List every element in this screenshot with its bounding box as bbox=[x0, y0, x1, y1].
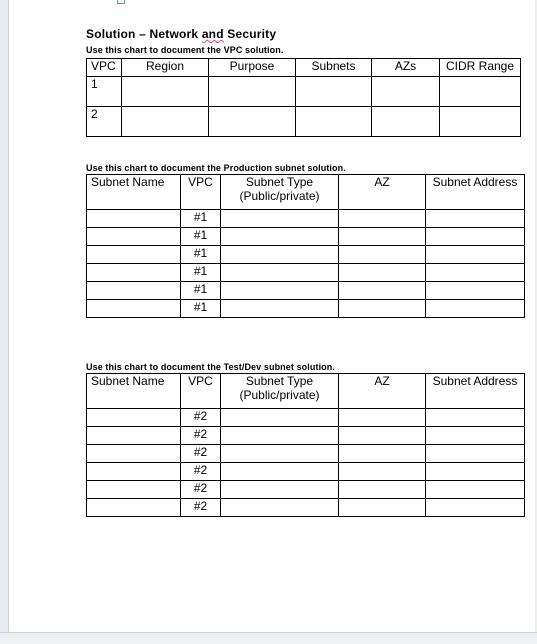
vpc-header-cell: CIDR Range bbox=[440, 59, 521, 77]
vpc-row bbox=[87, 77, 521, 107]
testdev-cell[interactable] bbox=[87, 409, 181, 427]
testdev-cell[interactable] bbox=[339, 409, 426, 427]
testdev-row bbox=[87, 427, 525, 445]
production-subnet-table bbox=[86, 174, 525, 318]
testdev-cell[interactable] bbox=[221, 499, 339, 517]
production-header-cell: Subnet Address bbox=[426, 175, 525, 210]
vpc-cell[interactable] bbox=[440, 107, 521, 137]
testdev-cell[interactable] bbox=[426, 481, 525, 499]
production-cell[interactable] bbox=[426, 300, 525, 318]
vpc-cell[interactable]: 2 bbox=[87, 107, 122, 137]
testdev-cell[interactable] bbox=[426, 427, 525, 445]
testdev-cell[interactable] bbox=[339, 499, 426, 517]
testdev-cell[interactable]: #2 bbox=[181, 463, 221, 481]
production-cell[interactable] bbox=[87, 282, 181, 300]
production-cell[interactable] bbox=[339, 300, 426, 318]
testdev-cell[interactable] bbox=[221, 481, 339, 499]
vpc-cell[interactable] bbox=[440, 77, 521, 107]
production-cell[interactable]: #1 bbox=[181, 210, 221, 228]
production-table-caption: Use this chart to document the Production subnet solution. bbox=[86, 163, 346, 173]
testdev-cell[interactable] bbox=[221, 409, 339, 427]
production-cell[interactable]: #1 bbox=[181, 300, 221, 318]
production-cell[interactable] bbox=[87, 210, 181, 228]
production-header-cell: Subnet Name bbox=[87, 175, 181, 210]
production-cell[interactable] bbox=[426, 282, 525, 300]
testdev-cell[interactable] bbox=[221, 445, 339, 463]
document-left-margin bbox=[0, 0, 9, 632]
production-cell[interactable]: #1 bbox=[181, 246, 221, 264]
testdev-row bbox=[87, 499, 525, 517]
production-cell[interactable] bbox=[339, 282, 426, 300]
window-bottom-bar bbox=[0, 632, 537, 644]
testdev-cell[interactable] bbox=[426, 409, 525, 427]
production-cell[interactable] bbox=[426, 264, 525, 282]
testdev-cell[interactable]: #2 bbox=[181, 445, 221, 463]
production-cell[interactable] bbox=[339, 246, 426, 264]
testdev-header-cell: VPC bbox=[181, 374, 221, 409]
vpc-header-cell: AZs bbox=[372, 59, 440, 77]
heading-text-start: Solution – Network bbox=[86, 27, 202, 41]
testdev-row bbox=[87, 463, 525, 481]
production-row bbox=[87, 282, 525, 300]
production-cell[interactable] bbox=[221, 210, 339, 228]
testdev-cell[interactable] bbox=[339, 481, 426, 499]
production-cell[interactable]: #1 bbox=[181, 228, 221, 246]
production-row bbox=[87, 228, 525, 246]
production-cell[interactable] bbox=[87, 300, 181, 318]
testdev-header-cell: Subnet Name bbox=[87, 374, 181, 409]
vpc-cell[interactable] bbox=[122, 77, 209, 107]
vpc-header-cell: Region bbox=[122, 59, 209, 77]
production-cell[interactable] bbox=[339, 228, 426, 246]
testdev-cell[interactable]: #2 bbox=[181, 499, 221, 517]
production-cell[interactable] bbox=[426, 246, 525, 264]
heading-text-end: Security bbox=[223, 27, 277, 41]
production-header-cell: AZ bbox=[339, 175, 426, 210]
production-cell[interactable] bbox=[221, 264, 339, 282]
production-row bbox=[87, 210, 525, 228]
production-cell[interactable] bbox=[87, 264, 181, 282]
production-header-cell: VPC bbox=[181, 175, 221, 210]
vpc-header-cell: Subnets bbox=[296, 59, 372, 77]
testdev-cell[interactable] bbox=[87, 499, 181, 517]
production-cell[interactable] bbox=[221, 300, 339, 318]
testdev-header-cell: Subnet Type (Public/private) bbox=[221, 374, 339, 409]
production-row bbox=[87, 300, 525, 318]
testdev-cell[interactable] bbox=[87, 481, 181, 499]
vpc-header-cell: Purpose bbox=[209, 59, 296, 77]
production-cell[interactable]: #1 bbox=[181, 264, 221, 282]
spell-flagged-word: and bbox=[201, 27, 224, 41]
production-header-cell: Subnet Type (Public/private) bbox=[221, 175, 339, 210]
testdev-header-cell: AZ bbox=[339, 374, 426, 409]
production-cell[interactable] bbox=[87, 228, 181, 246]
vpc-cell[interactable]: 1 bbox=[87, 77, 122, 107]
testdev-cell[interactable] bbox=[87, 427, 181, 445]
testdev-cell[interactable] bbox=[339, 445, 426, 463]
production-cell[interactable] bbox=[87, 246, 181, 264]
testdev-cell[interactable] bbox=[87, 445, 181, 463]
production-cell[interactable]: #1 bbox=[181, 282, 221, 300]
testdev-cell[interactable] bbox=[339, 463, 426, 481]
vpc-cell[interactable] bbox=[296, 107, 372, 137]
testdev-cell[interactable]: #2 bbox=[181, 409, 221, 427]
testdev-cell[interactable] bbox=[426, 499, 525, 517]
document-heading bbox=[86, 27, 276, 41]
production-row bbox=[87, 246, 525, 264]
testdev-cell[interactable] bbox=[87, 463, 181, 481]
vpc-cell[interactable] bbox=[372, 77, 440, 107]
production-cell[interactable] bbox=[339, 210, 426, 228]
production-cell[interactable] bbox=[339, 264, 426, 282]
testdev-cell[interactable]: #2 bbox=[181, 427, 221, 445]
vpc-cell[interactable] bbox=[296, 77, 372, 107]
production-cell[interactable] bbox=[221, 246, 339, 264]
testdev-row bbox=[87, 445, 525, 463]
vpc-row bbox=[87, 107, 521, 137]
vpc-cell[interactable] bbox=[372, 107, 440, 137]
testdev-table-caption: Use this chart to document the Test/Dev subnet solution. bbox=[86, 362, 335, 372]
testdev-row bbox=[87, 481, 525, 499]
ruler-indent-marker[interactable] bbox=[117, 0, 125, 4]
production-cell[interactable] bbox=[221, 228, 339, 246]
vpc-table bbox=[86, 58, 521, 137]
testdev-cell[interactable] bbox=[426, 445, 525, 463]
testdev-cell[interactable]: #2 bbox=[181, 481, 221, 499]
vpc-header-cell: VPC bbox=[87, 59, 122, 77]
vpc-cell[interactable] bbox=[122, 107, 209, 137]
testdev-subnet-table bbox=[86, 373, 525, 517]
production-cell[interactable] bbox=[426, 228, 525, 246]
vpc-table-caption: Use this chart to document the VPC solution. bbox=[86, 45, 284, 55]
testdev-cell[interactable] bbox=[221, 427, 339, 445]
production-row bbox=[87, 264, 525, 282]
testdev-header-cell: Subnet Address bbox=[426, 374, 525, 409]
testdev-cell[interactable] bbox=[426, 463, 525, 481]
vpc-cell[interactable] bbox=[209, 107, 296, 137]
production-cell[interactable] bbox=[221, 282, 339, 300]
testdev-cell[interactable] bbox=[221, 463, 339, 481]
testdev-cell[interactable] bbox=[339, 427, 426, 445]
production-cell[interactable] bbox=[426, 210, 525, 228]
vpc-cell[interactable] bbox=[209, 77, 296, 107]
testdev-row bbox=[87, 409, 525, 427]
